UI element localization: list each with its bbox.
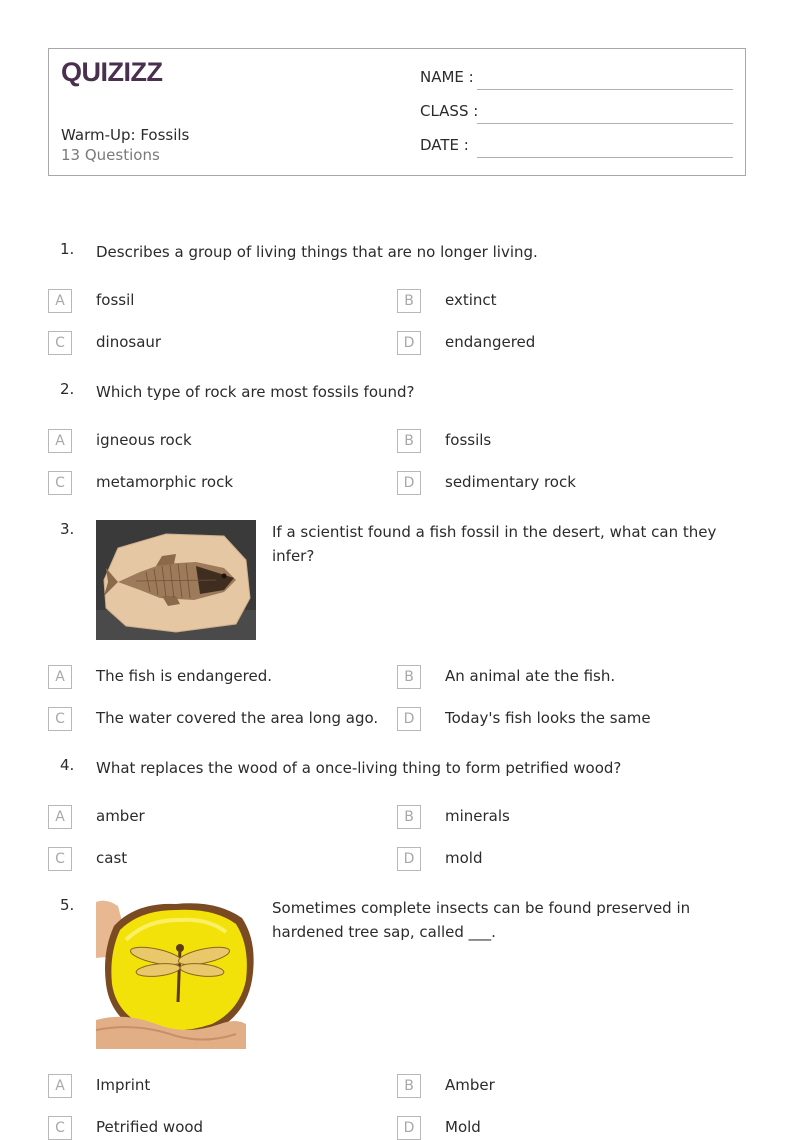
option-letter: C	[48, 331, 72, 355]
option-letter: C	[48, 1116, 72, 1140]
question-text: Sometimes complete insects can be found preserved in hardened tree sap, called ___.	[272, 899, 691, 941]
option-text: fossil	[96, 291, 135, 309]
option-text: endangered	[445, 333, 536, 351]
date-line	[477, 157, 733, 158]
option-letter: B	[397, 665, 421, 689]
option-text: The water covered the area long ago.	[96, 709, 379, 727]
option-text: Mold	[445, 1118, 481, 1136]
option-letter: A	[48, 665, 72, 689]
option-letter: D	[397, 1116, 421, 1140]
name-line	[477, 89, 733, 90]
option-text: metamorphic rock	[96, 473, 234, 491]
question-number: 5.	[60, 896, 75, 914]
amber-insect-image	[96, 896, 256, 1049]
question-text: Which type of rock are most fossils found?	[96, 383, 415, 401]
option-text: igneous rock	[96, 431, 192, 449]
question-number: 1.	[60, 240, 75, 258]
option-letter: A	[48, 429, 72, 453]
quizizz-logo: QUIZIZZ	[61, 57, 163, 87]
option-letter: A	[48, 1074, 72, 1098]
option-text: Amber	[445, 1076, 495, 1094]
option-letter: A	[48, 805, 72, 829]
name-label: NAME :	[420, 68, 474, 86]
question-count: 13 Questions	[61, 146, 160, 164]
option-letter: C	[48, 707, 72, 731]
option-letter: B	[397, 1074, 421, 1098]
fish-fossil-drawing	[96, 520, 256, 640]
option-text: Today's fish looks the same	[445, 709, 651, 727]
option-letter: B	[397, 289, 421, 313]
option-text: An animal ate the fish.	[445, 667, 616, 685]
class-field[interactable]	[420, 102, 733, 124]
option-text: Petrified wood	[96, 1118, 204, 1136]
option-letter: D	[397, 707, 421, 731]
question-number: 3.	[60, 520, 75, 538]
option-text: fossils	[445, 431, 492, 449]
option-letter: A	[48, 289, 72, 313]
date-field[interactable]	[420, 136, 733, 158]
question-text: If a scientist found a fish fossil in the desert, what can they infer?	[272, 523, 717, 565]
question-number: 4.	[60, 756, 75, 774]
name-field[interactable]	[420, 68, 733, 90]
option-text: minerals	[445, 807, 510, 825]
option-text: amber	[96, 807, 145, 825]
option-letter: B	[397, 429, 421, 453]
question-text: Describes a group of living things that are no longer living.	[96, 243, 538, 261]
question-text: What replaces the wood of a once-living thing to form petrified wood?	[96, 759, 622, 777]
worksheet-title: Warm-Up: Fossils	[61, 126, 190, 144]
option-text: cast	[96, 849, 128, 867]
amber-insect-drawing	[96, 896, 256, 1049]
option-text: mold	[445, 849, 483, 867]
option-letter: D	[397, 471, 421, 495]
question-number: 2.	[60, 380, 75, 398]
worksheet-header	[48, 48, 746, 176]
class-label: CLASS :	[420, 102, 479, 120]
option-letter: B	[397, 805, 421, 829]
option-text: sedimentary rock	[445, 473, 576, 491]
date-label: DATE :	[420, 136, 469, 154]
option-letter: C	[48, 471, 72, 495]
option-text: The fish is endangered.	[96, 667, 273, 685]
option-letter: D	[397, 331, 421, 355]
option-letter: D	[397, 847, 421, 871]
option-letter: C	[48, 847, 72, 871]
fish-fossil-image	[96, 520, 256, 640]
class-line	[477, 123, 733, 124]
option-text: dinosaur	[96, 333, 162, 351]
option-text: extinct	[445, 291, 497, 309]
option-text: Imprint	[96, 1076, 151, 1094]
